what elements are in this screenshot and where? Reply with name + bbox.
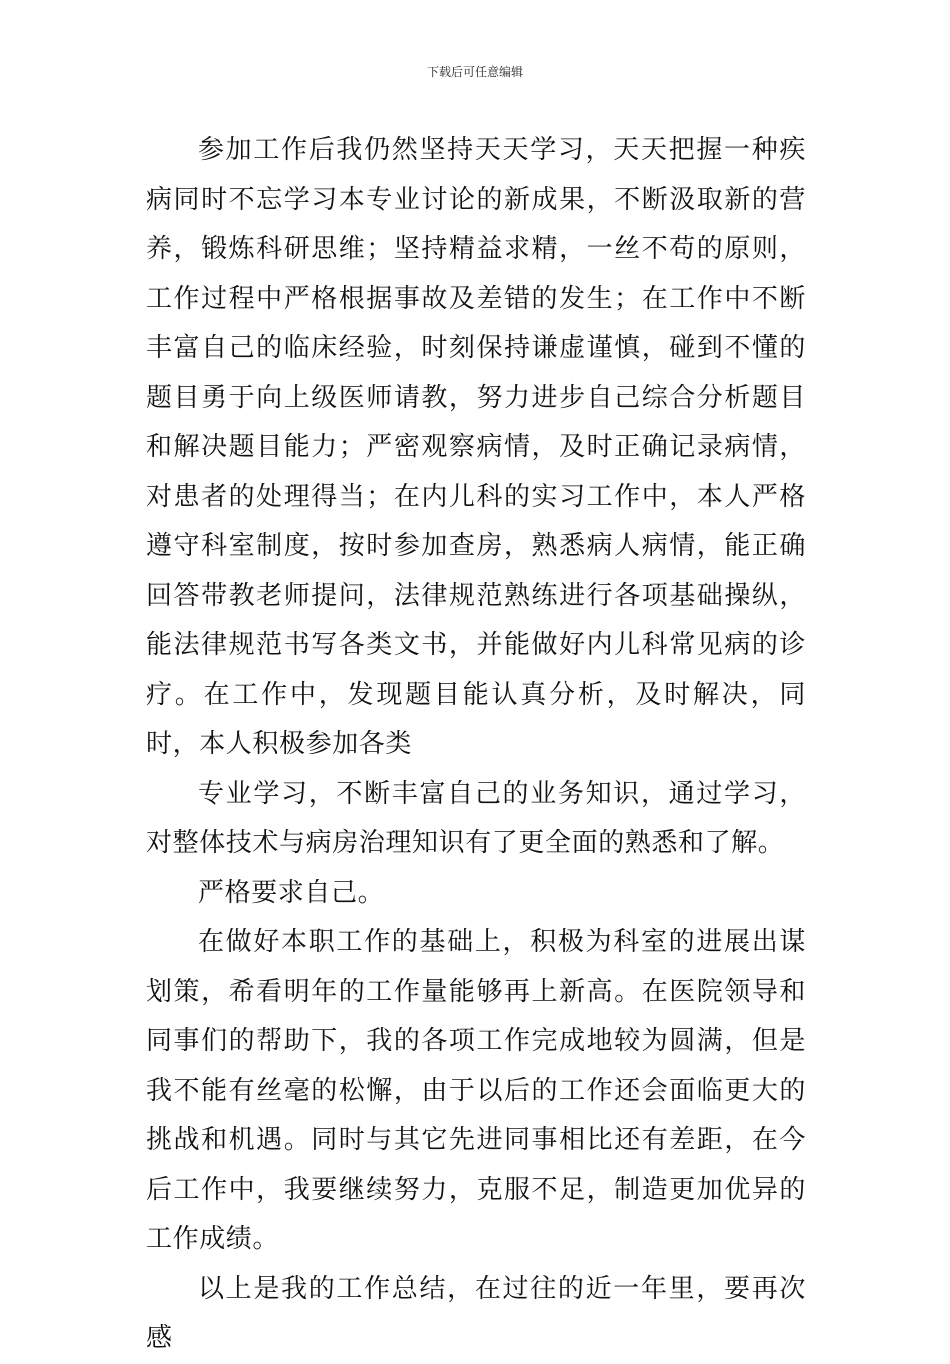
paragraph-self-discipline: 严格要求自己。: [198, 877, 385, 908]
paragraph-professional-learning: 专业学习，不断丰富自己的业务知识，通过学习，对整体技术与病房治理知识有了更全面的熟悉和了解。: [146, 778, 806, 858]
paragraph-work-outlook: 在做好本职工作的基础上，积极为科室的进展出谋划策，希看明年的工作量能够再上新高。在医院领导和同事们的帮助下，我的各项工作完成地较为圆满，但是我不能有丝毫的松懈，由于以后的工作还会面临更大的挑战和机遇。同时与其它先进同事相比还有差距，在今后工作中，我要继续努力，克服不足，制造更加优异的工作成绩。: [146, 927, 806, 1254]
paragraph-study: 参加工作后我仍然坚持天天学习，天天把握一种疾病同时不忘学习本专业讨论的新成果，不断汲取新的营养，锻炼科研思维；坚持精益求精，一丝不苟的原则，工作过程中严格根据事故及差错的发生；在工作中不断丰富自己的临床经验，时刻保持谦虚谨慎，碰到不懂的题目勇于向上级医师请教，努力进步自己综合分析题目和解决题目能力；严密观察病情，及时正确记录病情，对患者的处理得当；在内儿科的实习工作中，本人严格遵守科室制度，按时参加查房，熟悉病人病情，能正确回答带教老师提问，法律规范熟练进行各项基础操纵，能法律规范书写各类文书，并能做好内儿科常见病的诊疗。在工作中，发现题目能认真分析，及时解决，同时，本人积极参加各类: [146, 135, 806, 759]
paragraph-summary: 以上是我的工作总结，在过往的近一年里，要再次感: [146, 1273, 806, 1353]
page-header: 下载后可任意编辑: [426, 65, 523, 79]
document-body: [146, 126, 806, 1364]
